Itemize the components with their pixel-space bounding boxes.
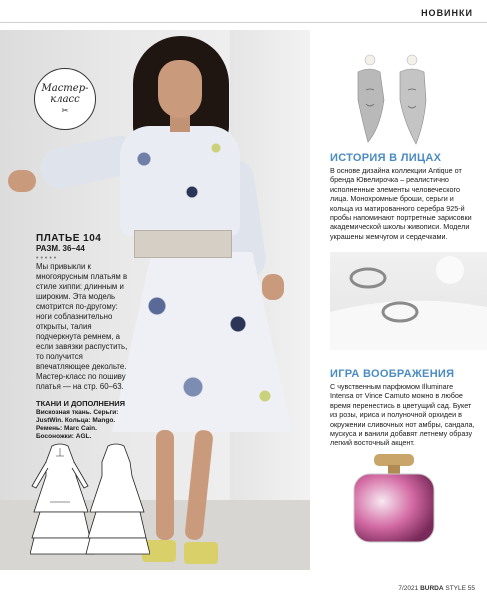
dress-description: Мы привыкли к многоярусным платьям в стиле хиппи: длинным и широким. Эта модель смотрится по-другому: ноги соблазнительно открыты, талия подчеркнута ремнем, а если завязки распустить, то получится впечатляющее декольте. Мастер-класс по пошиву платья — на стр. 60–63.: [36, 262, 128, 391]
page-footer: [398, 585, 475, 592]
model-left-leg: [156, 430, 174, 540]
article2-title: ИГРА ВООБРАЖЕНИЯ: [330, 368, 455, 380]
rings-illustration: [330, 252, 487, 350]
page-number: 55: [467, 585, 475, 592]
badge-line1: Мастер-: [41, 82, 89, 94]
dress-sketch: [30, 442, 150, 558]
dress-title: ПЛАТЬЕ 104: [36, 233, 102, 244]
brand-name: BURDA: [420, 585, 444, 592]
master-class-badge: [34, 68, 96, 130]
dress-belt: [134, 230, 232, 258]
model-face: [158, 60, 202, 118]
rings-image: [330, 252, 487, 350]
perfume-bottle-image: [344, 450, 444, 546]
header-divider: [0, 22, 487, 23]
article1-text: В основе дизайна коллекции Antique от бренда Ювелирочка – реалистично исполненные элементы человеческого лица. Монохромные броши, серьги и кольца из матированного серебра 925-й пробы напоминают портретные зарисовки академической школы живописи. Модели украшены жемчугом и сердечками.: [330, 166, 472, 241]
article2-text: С чувственным парфюмом Illuminare Intensa от Vince Camuto можно в любое время перенестись в цветущий сад. Букет из розы, ириса и полуночной орхидеи в окружении сливочных нот амбры, сандала, мускуса и ванили добавят летнему образу легкий восточный акцент.: [330, 382, 475, 448]
fabrics-title: ТКАНИ И ДОПОЛНЕНИЯ: [36, 399, 126, 408]
model-left-hand: [8, 170, 36, 192]
dress-bodice: [120, 126, 240, 236]
fabrics-text: Вискозная ткань. Серьги: JustWin. Кольца: Mango. Ремень: Marc Cain. Босоножки: AGL.: [36, 409, 119, 440]
article1-title: ИСТОРИЯ В ЛИЦАХ: [330, 152, 442, 164]
earrings-image: [340, 50, 450, 150]
dress-size: РАЗМ. 36–44: [36, 244, 85, 253]
issue-number: 7/2021: [398, 585, 419, 592]
badge-line2: класс: [50, 93, 80, 105]
model-right-hand: [262, 274, 284, 300]
section-title: НОВИНКИ: [421, 8, 473, 18]
right-sandal: [184, 542, 218, 564]
scissors-icon: ✂: [61, 105, 69, 115]
brand-suffix: STYLE: [445, 585, 466, 592]
dots-divider: •••••: [36, 255, 59, 262]
